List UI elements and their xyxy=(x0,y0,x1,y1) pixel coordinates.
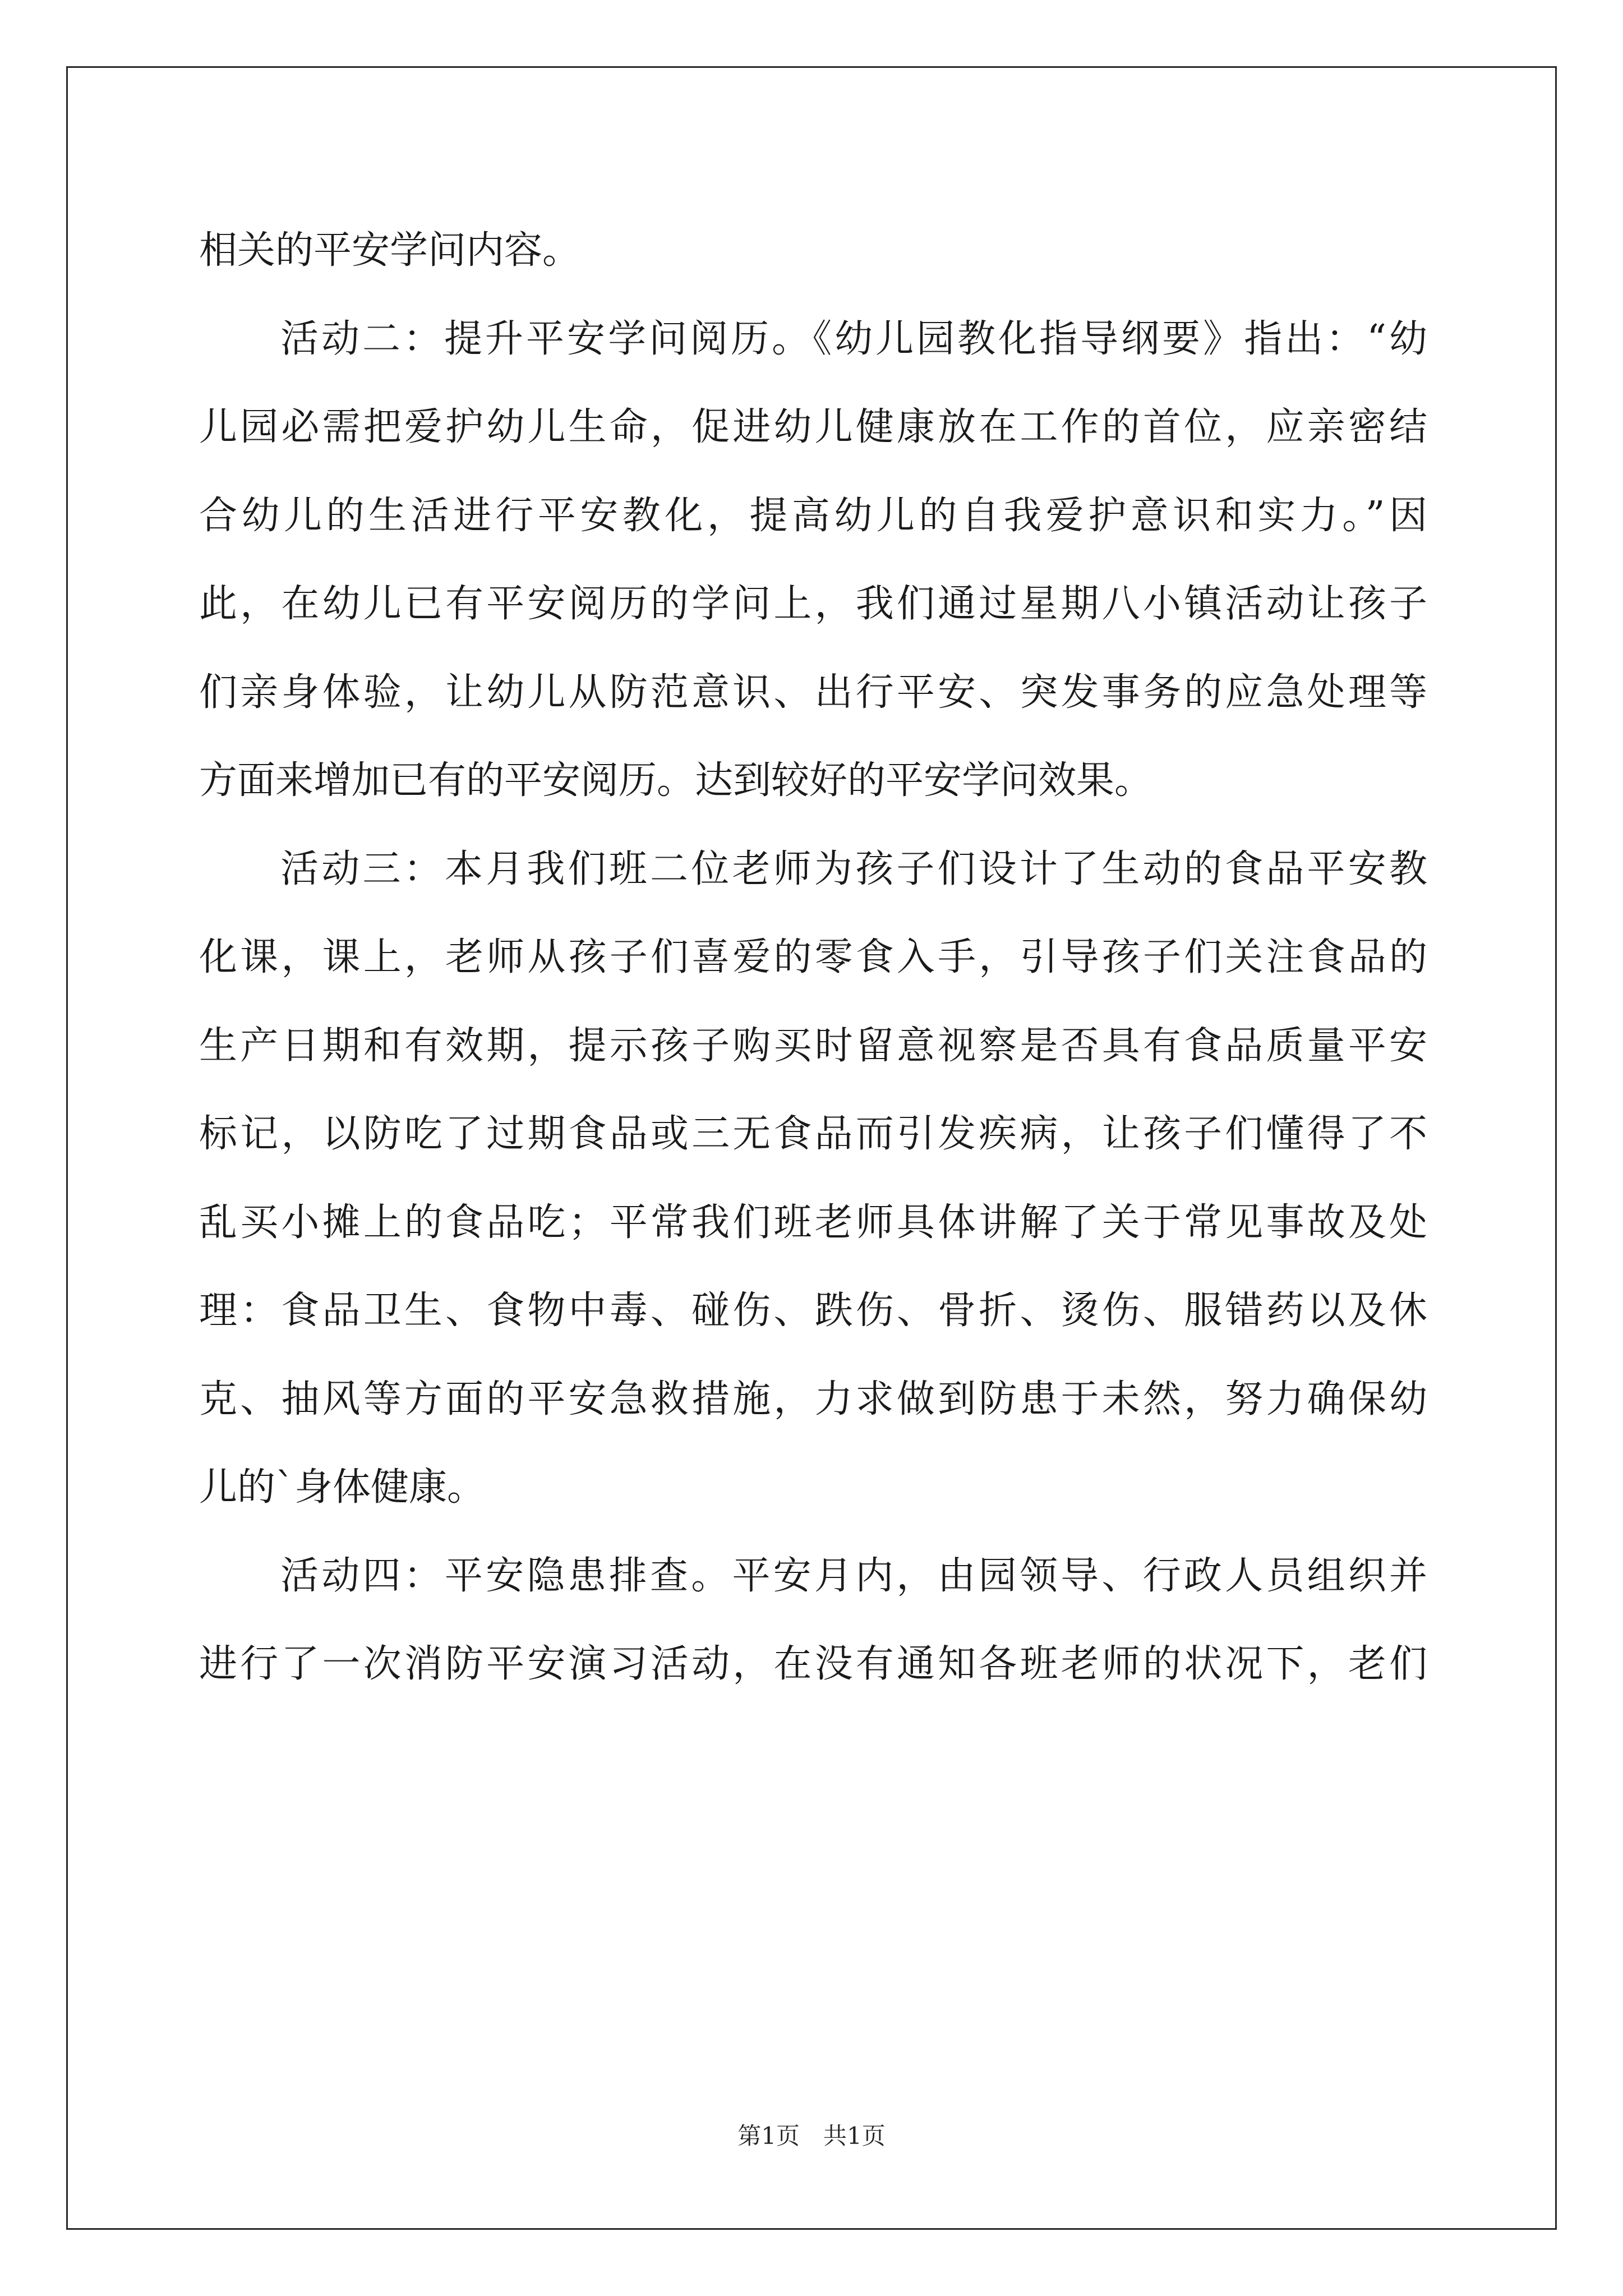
page-number-label: 第1页 共1页 xyxy=(737,2122,886,2150)
text-line-14: 克、抽风等方面的平安急救措施，力求做到防患于未然，努力确保幼 xyxy=(199,1377,1427,1421)
text-line-2: 活动二：提升平安学问阅历。《幼儿园教化指导纲要》指出：“幼 xyxy=(280,316,1427,361)
text-line-4: 合幼儿的生活进行平安教化，提高幼儿的自我爱护意识和实力。”因 xyxy=(199,493,1427,538)
text-line-12: 乱买小摊上的食品吃；平常我们班老师具体讲解了关于常见事故及处 xyxy=(199,1200,1427,1245)
document-body xyxy=(199,206,1427,1709)
text-line-3: 儿园必需把爱护幼儿生命，促进幼儿健康放在工作的首位，应亲密结 xyxy=(199,405,1427,449)
text-line-1: 相关的平安学问内容。 xyxy=(199,228,581,273)
text-line-6: 们亲身体验，让幼儿从防范意识、出行平安、突发事务的应急处理等 xyxy=(199,670,1427,715)
text-line-8: 活动三：本月我们班二位老师为孩子们设计了生动的食品平安教 xyxy=(280,846,1427,891)
text-line-17: 进行了一次消防平安演习活动，在没有通知各班老师的状况下，老们 xyxy=(199,1642,1427,1686)
text-line-5: 此，在幼儿已有平安阅历的学问上，我们通过星期八小镇活动让孩子 xyxy=(199,582,1427,626)
text-line-11: 标记，以防吃了过期食品或三无食品而引发疾病，让孩子们懂得了不 xyxy=(199,1112,1427,1156)
page-footer xyxy=(0,2119,1623,2153)
text-line-7: 方面来增加已有的平安阅历。达到较好的平安学问效果。 xyxy=(199,758,1153,803)
text-line-15: 儿的`身体健康。 xyxy=(199,1465,486,1510)
text-line-13: 理：食品卫生、食物中毒、碰伤、跌伤、骨折、烫伤、服错药以及休 xyxy=(199,1289,1427,1333)
text-line-9: 化课，课上，老师从孩子们喜爱的零食入手，引导孩子们关注食品的 xyxy=(199,935,1427,979)
text-line-16: 活动四：平安隐患排查。平安月内，由园领导、行政人员组织并 xyxy=(280,1553,1427,1598)
text-line-10: 生产日期和有效期，提示孩子购买时留意视察是否具有食品质量平安 xyxy=(199,1023,1427,1068)
